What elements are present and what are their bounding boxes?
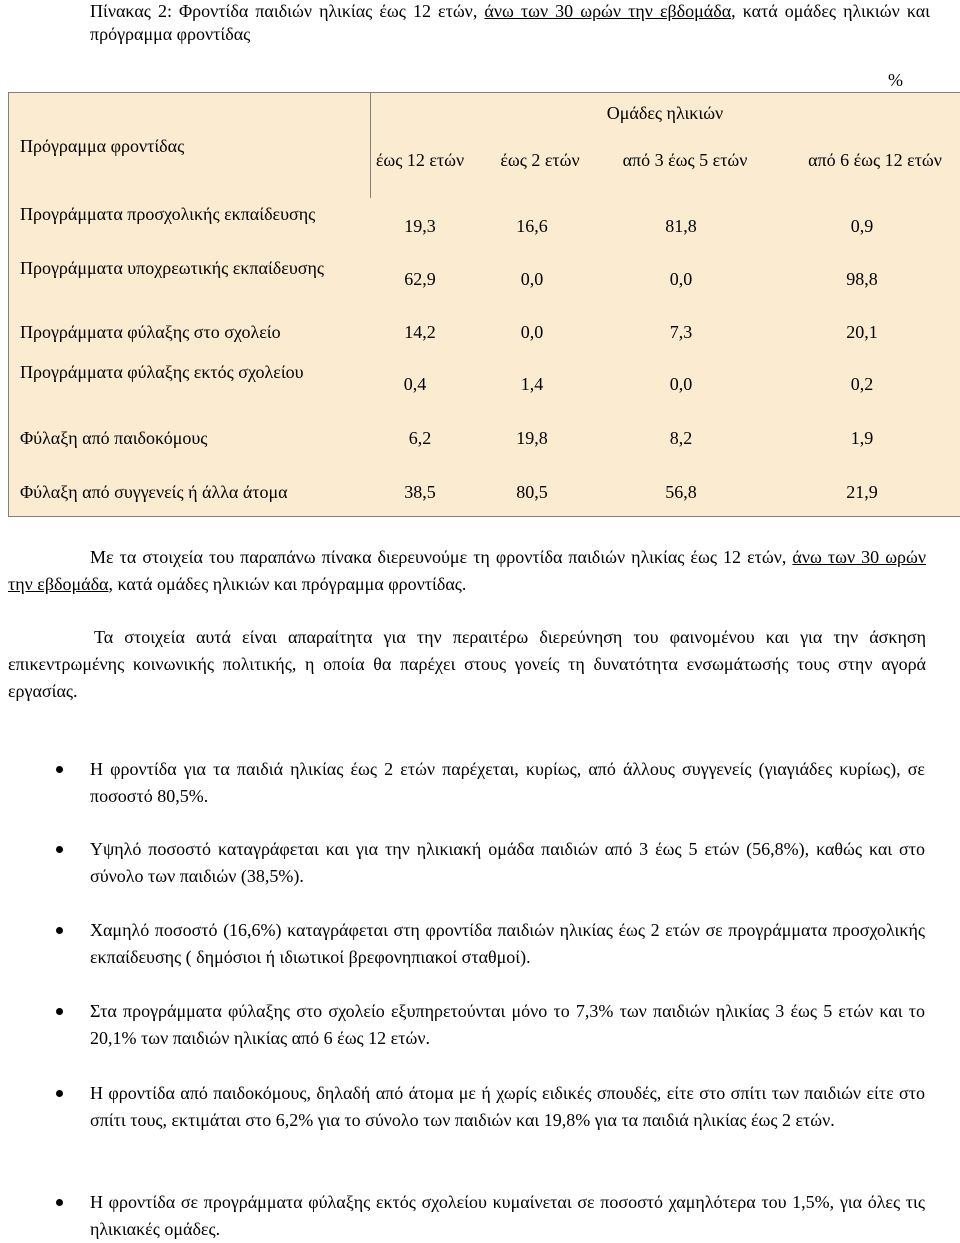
paragraph-text-end: , κατά ομάδες ηλικιών και πρόγραμμα φροντίδας. <box>108 574 467 594</box>
bullet-item: Στα προγράμματα φύλαξης στο σχολείο εξυπηρετούνται μόνο το 7,3% των παιδιών ηλικίας 3 έως 5 ετών και το 20,1% των παιδιών ηλικίας από 6 έως 12 ετών. <box>90 1001 925 1048</box>
unit-label: % <box>888 70 903 90</box>
caption-underlined-text: άνω των 30 ωρών την εβδομάδα <box>484 1 732 21</box>
paragraph-text: Με τα στοιχεία του παραπάνω πίνακα διερευνούμε τη φροντίδα παιδιών ηλικίας έως 12 ετών, <box>90 547 793 567</box>
row-label: Προγράμματα φύλαξης στο σχολείο <box>20 322 281 342</box>
table-cell: 98,8 <box>846 269 878 289</box>
table-cell: 0,9 <box>850 216 874 236</box>
column-header: από 6 έως 12 ετών <box>808 150 942 170</box>
bullet-icon <box>56 1090 63 1097</box>
table-cell: 21,9 <box>846 482 878 502</box>
row-label: Φύλαξη από συγγενείς ή άλλα άτομα <box>20 482 288 502</box>
table-border-left <box>8 92 9 516</box>
table-cell: 7,3 <box>669 322 693 342</box>
table-cell: 0,0 <box>669 374 693 394</box>
table-cell: 8,2 <box>669 428 693 448</box>
table-cell: 1,4 <box>520 374 544 394</box>
table-cell: 81,8 <box>665 216 697 236</box>
table-cell: 6,2 <box>408 428 432 448</box>
table-cell: 19,8 <box>516 428 548 448</box>
table-caption <box>90 0 930 46</box>
bullet-item: Η φροντίδα σε προγράμματα φύλαξης εκτός σχολείου κυμαίνεται σε ποσοστό χαμηλότερα του 1,5%, για όλες τις ηλικιακές ομάδες. <box>90 1192 925 1239</box>
paragraph-underlined-text: άνω των 30 ωρών την εβδομάδα <box>8 547 927 594</box>
row-label: Προγράμματα υποχρεωτικής εκπαίδευσης <box>20 258 324 278</box>
bullet-icon <box>56 1008 63 1015</box>
caption-text-end: , κατά ομάδες ηλικιών και πρόγραμμα φροντίδας <box>90 1 930 44</box>
paragraph-purpose: Τα στοιχεία αυτά είναι απαραίτητα για την περαιτέρω διερεύνηση του φαινομένου και για την άσκηση επικεντρωμένης κοινωνικής πολιτικής, η οποία θα παρέχει στους γονείς τη δυνατότητα ενσωμάτωσής τους στην αγορά εργασίας. <box>8 627 926 701</box>
column-header: έως 2 ετών <box>500 150 580 170</box>
table-cell: 19,3 <box>404 216 436 236</box>
table-cell: 0,0 <box>520 322 544 342</box>
table-border-bottom <box>8 516 960 517</box>
column-header: έως 12 ετών <box>375 150 465 170</box>
bullet-icon <box>56 846 63 853</box>
table-cell: 20,1 <box>846 322 878 342</box>
table-cell: 62,9 <box>404 269 436 289</box>
table-cell: 56,8 <box>665 482 697 502</box>
bullet-icon <box>56 766 63 773</box>
table-cell: 80,5 <box>516 482 548 502</box>
table-cell: 14,2 <box>404 322 436 342</box>
bullet-item: Χαμηλό ποσοστό (16,6%) καταγράφεται στη φροντίδα παιδιών ηλικίας έως 2 ετών σε προγράμματα προσχολικής εκπαίδευσης ( δημόσιοι ή ιδιωτικοί βρεφονηπιακοί σταθμοί). <box>90 920 925 967</box>
paragraph-intro <box>8 544 926 598</box>
bullet-item: Υψηλό ποσοστό καταγράφεται και για την ηλικιακή ομάδα παιδιών από 3 έως 5 ετών (56,8%), καθώς και στο σύνολο των παιδιών (38,5%). <box>90 839 925 886</box>
row-label: Προγράμματα προσχολικής εκπαίδευσης <box>20 204 316 224</box>
row-header-title: Πρόγραμμα φροντίδας <box>20 136 185 156</box>
bullet-icon <box>56 927 63 934</box>
table-cell: 16,6 <box>516 216 548 236</box>
row-label: Προγράμματα φύλαξης εκτός σχολείου <box>20 362 304 382</box>
caption-text: Πίνακας 2: Φροντίδα παιδιών ηλικίας έως 12 ετών, <box>90 1 485 21</box>
bullet-item: Η φροντίδα για τα παιδιά ηλικίας έως 2 ετών παρέχεται, κυρίως, από άλλους συγγενείς (γιαγιάδες κυρίως), σε ποσοστό 80,5%. <box>90 759 925 806</box>
bullet-icon <box>56 1199 63 1206</box>
table-cell: 0,0 <box>520 269 544 289</box>
table-cell: 0,2 <box>850 374 874 394</box>
table-cell: 0,0 <box>669 269 693 289</box>
table-cell: 1,9 <box>850 428 874 448</box>
table-cell: 38,5 <box>404 482 436 502</box>
table-cell: 0,4 <box>403 374 427 394</box>
age-groups-header: Ομάδες ηλικιών <box>606 102 724 123</box>
bullet-item: Η φροντίδα από παιδοκόμους, δηλαδή από άτομα με ή χωρίς ειδικές σπουδές, είτε στο σπίτι των παιδιών είτε στο σπίτι τους, εκτιμάται στο 6,2% για το σύνολο των παιδιών και 19,8% για τα παιδιά ηλικίας έως 2 ετών. <box>90 1083 925 1130</box>
row-label: Φύλαξη από παιδοκόμους <box>20 428 208 448</box>
column-header: από 3 έως 5 ετών <box>622 150 748 170</box>
